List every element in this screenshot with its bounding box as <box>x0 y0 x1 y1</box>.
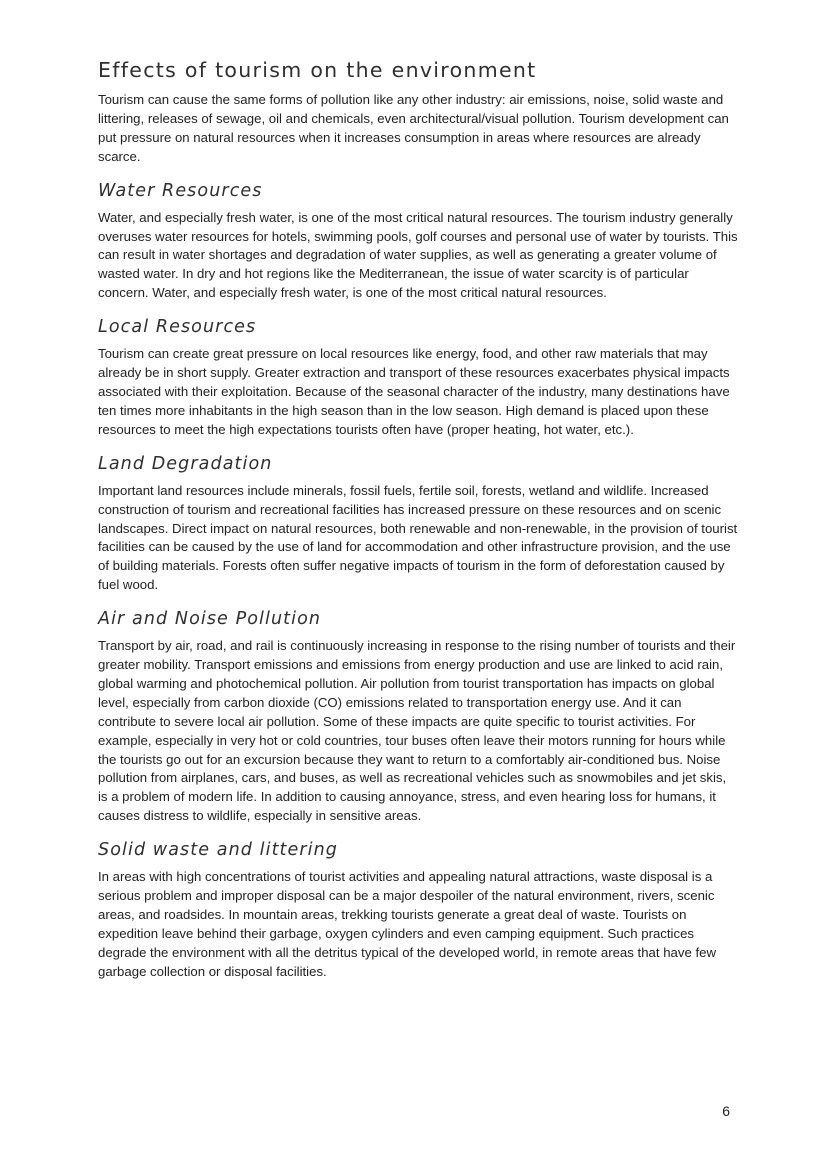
section-paragraph-land-degradation: Important land resources include minerals, fossil fuels, fertile soil, forests, wetland and wildlife. Increased construction of tourism and recreational facilities has increased pressure on these resources and on scenic landscapes. Direct impact on natural resources, both renewable and non-renewable, in the provision of tourist facilities can be caused by the use of land for accommodation and other infrastructure provision, and the use of building materials. Forests often suffer negative impacts of tourism in the form of deforestation caused by fuel wood. <box>98 482 738 593</box>
section-heading-local-resources: Local Resources <box>98 317 257 338</box>
section-heading-land-degradation: Land Degradation <box>98 453 273 474</box>
page-number: 6 <box>722 1103 730 1119</box>
section-paragraph-water-resources: Water, and especially fresh water, is one of the most critical natural resources. The tourism industry generally overuses water resources for hotels, swimming pools, golf courses and personal use of water by tourists. This can result in water shortages and degradation of water supplies, as well as generating a greater volume of wasted water. In dry and hot regions like the Mediterranean, the issue of water scarcity is of particular concern. Water, and especially fresh water, is one of the most critical natural resources. <box>98 209 738 301</box>
section-heading-water-resources: Water Resources <box>98 180 263 201</box>
page-title: Effects of tourism on the environment <box>98 58 537 82</box>
section-paragraph-air-noise-pollution: Transport by air, road, and rail is continuously increasing in response to the rising number of tourists and their greater mobility. Transport emissions and emissions from energy production and use are linked to acid rain, global warming and photochemical pollution. Air pollution from tourist transportation has impacts on global level, especially from carbon dioxide (CO) emissions related to transportation energy use. And it can contribute to severe local air pollution. Some of these impacts are quite specific to tourist activities. For example, especially in very hot or cold countries, tour buses often leave their motors running for hours while the tourists go out for an excursion because they want to return to a comfortably air-conditioned bus. Noise pollution from airplanes, cars, and buses, as well as recreational vehicles such as snowmobiles and jet skis, is a problem of modern life. In addition to causing annoyance, stress, and even hearing loss for humans, it causes distress to wildlife, especially in sensitive areas. <box>98 638 736 824</box>
section-heading-solid-waste-littering: Solid waste and littering <box>98 840 339 861</box>
section-paragraph-local-resources: Tourism can create great pressure on local resources like energy, food, and other raw materials that may already be in short supply. Greater extraction and transport of these resources exacerbates physical impacts associated with their exploitation. Because of the seasonal character of the industry, many destinations have ten times more inhabitants in the high season than in the low season. High demand is placed upon these resources to meet the high expectations tourists often have (proper heating, hot water, etc.). <box>98 346 730 437</box>
document-page <box>98 58 738 982</box>
section-paragraph-solid-waste-littering: In areas with high concentrations of tourist activities and appealing natural attractions, waste disposal is a serious problem and improper disposal can be a major despoiler of the natural environment, rivers, scenic areas, and roadsides. In mountain areas, trekking tourists generate a great deal of waste. Tourists on expedition leave behind their garbage, oxygen cylinders and even camping equipment. Such practices degrade the environment with all the detritus typical of the developed world, in remote areas that have few garbage collection or disposal facilities. <box>98 869 716 979</box>
intro-paragraph: Tourism can cause the same forms of pollution like any other industry: air emissions, noise, solid waste and littering, releases of sewage, oil and chemicals, even architectural/visual pollution. Tourism development can put pressure on natural resources when it increases consumption in areas where resources are already scarce. <box>98 92 729 164</box>
section-heading-air-noise-pollution: Air and Noise Pollution <box>98 609 322 630</box>
